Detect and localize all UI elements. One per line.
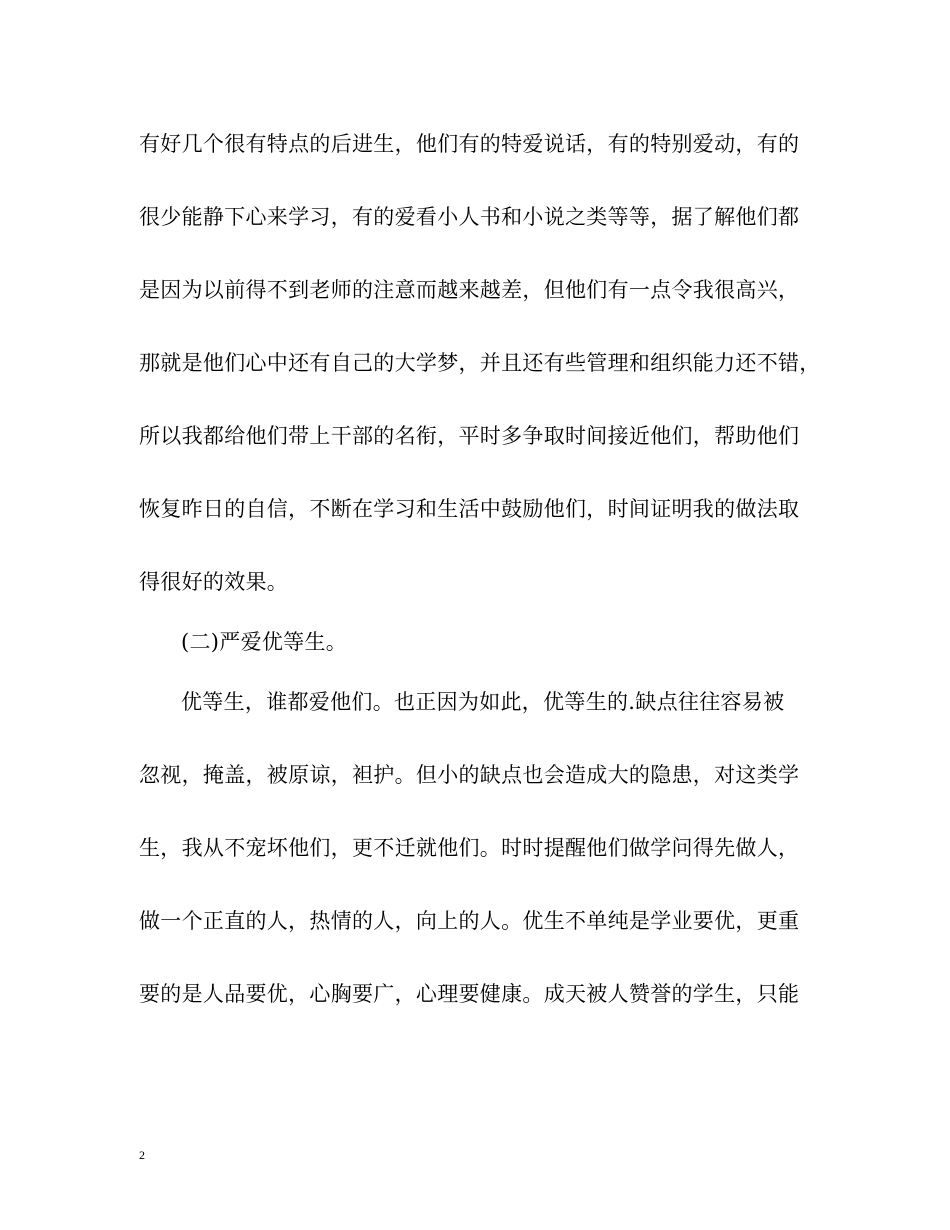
text-line-2: 很少能静下心来学习，有的爱看小人书和小说之类等等，据了解他们都 — [139, 205, 800, 229]
text-line-3: 是因为以前得不到老师的注意而越来越差，但他们有一点令我很高兴， — [139, 278, 800, 302]
text-line-13: 要的是人品要优，心胸要广，心理要健康。成天被人赞誉的学生，只能 — [139, 982, 800, 1006]
text-line-10: 忽视，掩盖，被原谅，袒护。但小的缺点也会造成大的隐患，对这类学 — [139, 763, 800, 787]
text-line-9: 优等生，谁都爱他们。也正因为如此，优等生的.缺点往往容易被 — [181, 690, 785, 714]
text-line-6: 恢复昨日的自信，不断在学习和生活中鼓励他们，时间证明我的做法取 — [139, 497, 800, 521]
page-number: 2 — [139, 1148, 145, 1162]
text-line-5: 所以我都给他们带上干部的名衔，平时多争取时间接近他们，帮助他们 — [139, 424, 800, 448]
text-line-12: 做一个正直的人，热情的人，向上的人。优生不单纯是学业要优，更重 — [139, 909, 800, 933]
section-heading: (二)严爱优等生。 — [181, 630, 348, 654]
text-line-11: 生，我从不宠坏他们，更不迁就他们。时时提醒他们做学问得先做人， — [139, 836, 800, 860]
text-line-1: 有好几个很有特点的后进生，他们有的特爱说话，有的特别爱动，有的 — [139, 132, 800, 156]
text-line-4: 那就是他们心中还有自己的大学梦，并且还有些管理和组织能力还不错， — [139, 351, 821, 375]
text-line-7: 得很好的效果。 — [139, 570, 289, 594]
